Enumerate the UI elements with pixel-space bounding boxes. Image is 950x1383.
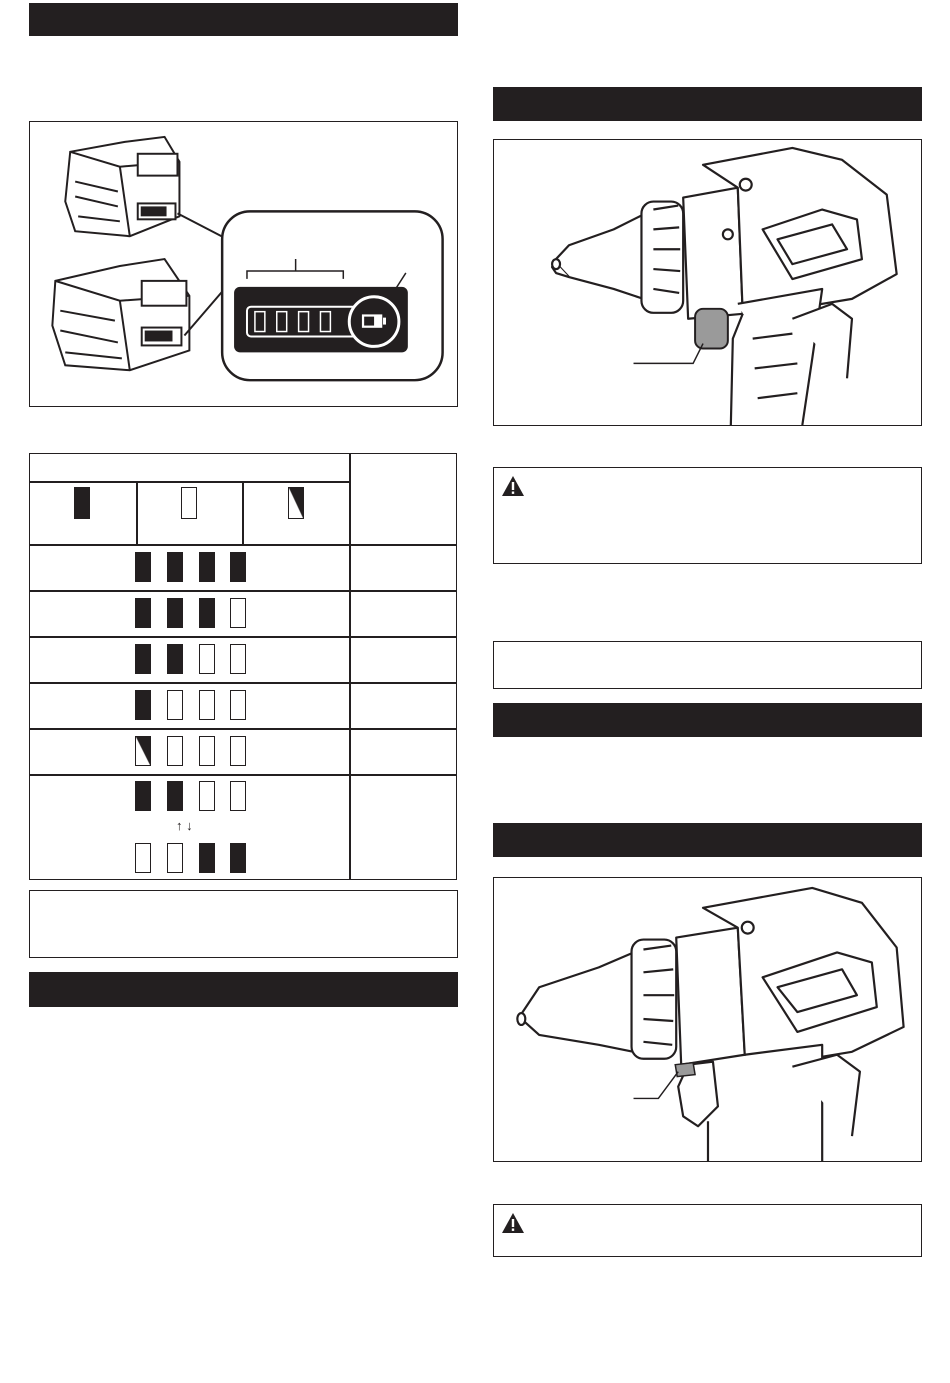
section-header-bar-4: [493, 703, 922, 737]
section-header-bar-3: [493, 87, 922, 121]
note-box-2: [493, 641, 922, 689]
drill-figure-trigger: [493, 877, 922, 1162]
legend-off-lamp: [181, 487, 197, 519]
section-header-bar-2: [29, 972, 458, 1007]
warning-box-1: [493, 467, 922, 564]
note-box: [29, 890, 458, 958]
battery-pack-icon: [65, 137, 179, 236]
battery-pack-icon: [52, 259, 189, 370]
section-header-bar-5: [493, 823, 922, 857]
legend-blinking-lamp: [288, 487, 304, 519]
drill-figure-reversing-switch: [493, 139, 922, 426]
legend-lit-lamp: [74, 487, 90, 519]
battery-indicator-figure: [29, 121, 458, 407]
section-header-bar-1: [29, 3, 458, 36]
battery-symbol-icon: [349, 297, 399, 347]
warning-icon: [501, 1212, 525, 1234]
drill-trigger-icon: [494, 878, 921, 1161]
indicator-status-table: [29, 453, 457, 880]
warning-icon: [501, 475, 525, 497]
warning-box-2: [493, 1204, 922, 1257]
drill-reversing-switch-icon: [494, 140, 921, 425]
alternating-arrows: ↑ ↓: [176, 818, 193, 833]
